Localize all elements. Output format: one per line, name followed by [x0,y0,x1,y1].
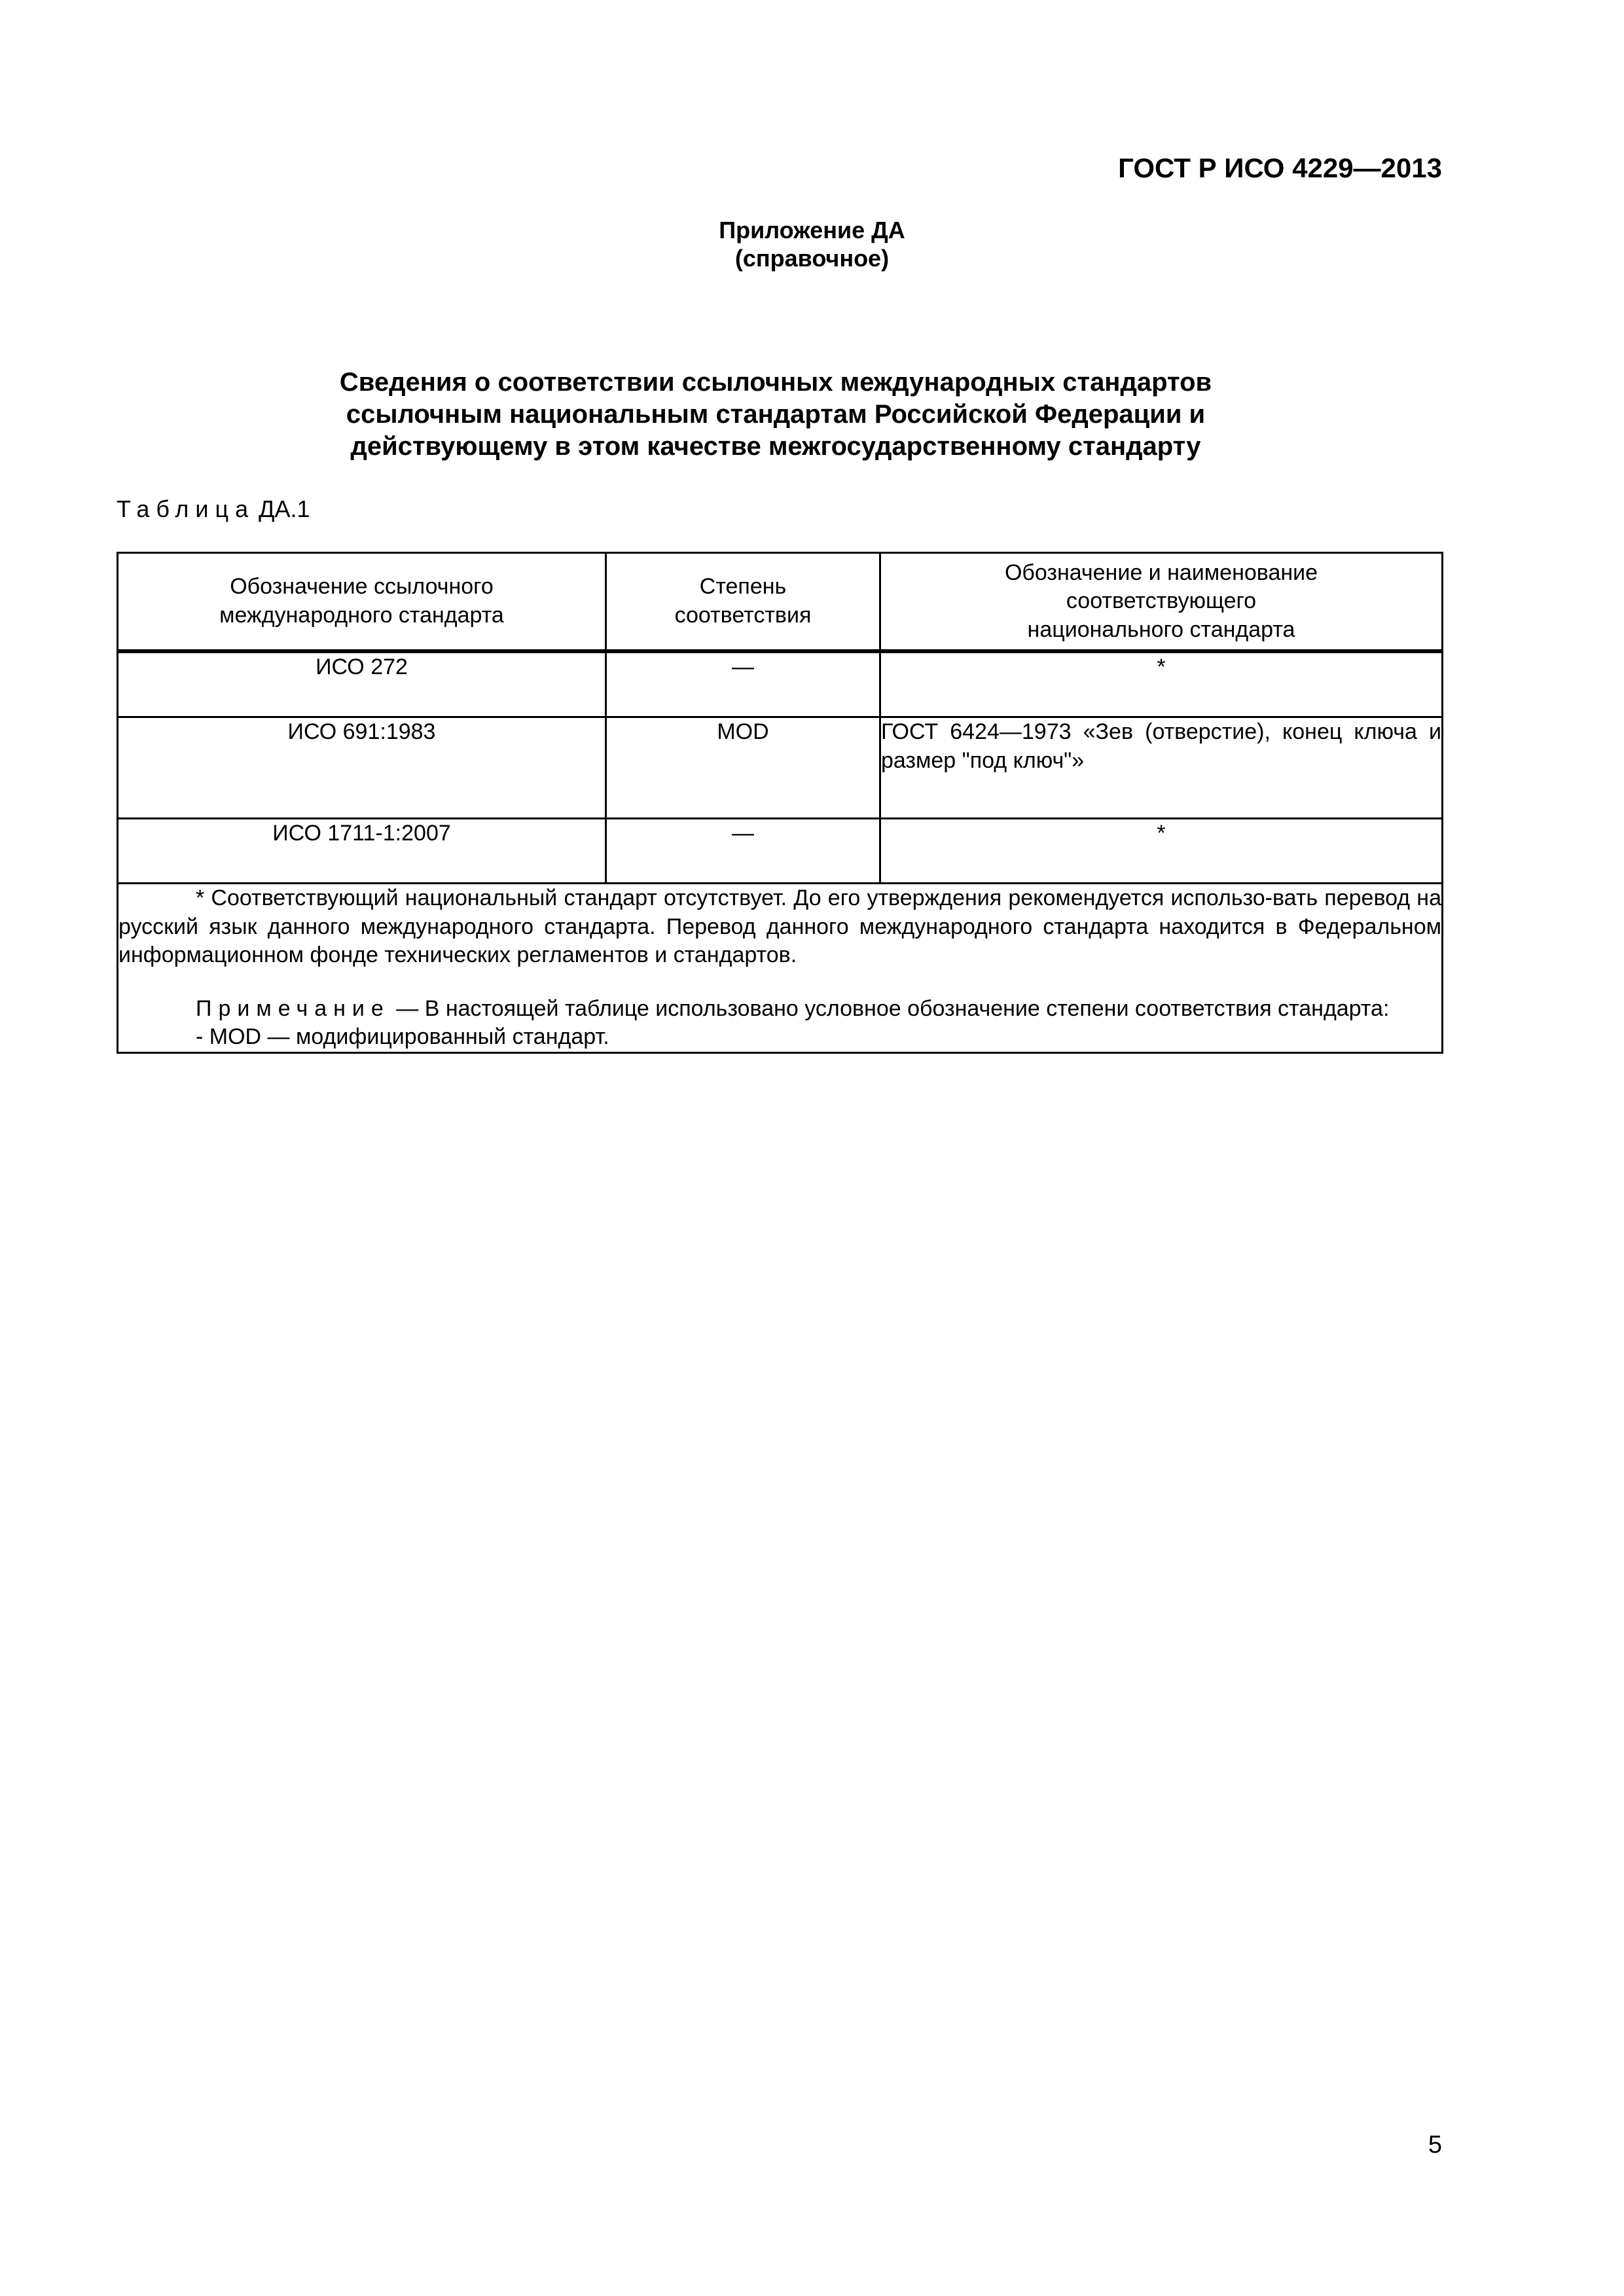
cell-national: * [880,819,1443,884]
section-title-line: ссылочным национальным стандартам Российской Федерации и [346,399,1206,429]
cell-national: * [880,651,1443,717]
cell-degree: — [606,651,880,717]
cell-national: ГОСТ 6424—1973 «Зев (отверстие), конец ключа и размер "под ключ"» [880,717,1443,819]
page-number: 5 [1428,2131,1442,2159]
table-footnote: * Соответствующий национальный стандарт отсутствует. До его утверждения рекомендуется использо-вать перевод на русский язык данного международного стандарта. Перевод данного международного стандарта находится в Федеральном информационном фонде технических регламентов и стандартов. [118,886,1441,968]
cell-ref: ИСО 1711-1:2007 [118,819,606,884]
cell-degree: — [606,819,880,884]
header-line: международного стандарта [219,603,504,628]
table-row [118,819,1443,884]
header-line: Степень [699,574,787,600]
section-title-line: действующему в этом качестве межгосударственному стандарту [350,431,1201,461]
header-line: национального стандарта [1027,617,1295,642]
header-degree [606,553,880,652]
note-item: - MOD — модифицированный стандарт. [196,1024,609,1050]
note-word: Примечание [196,996,390,1021]
note-text: — В настоящей таблице использовано условное обозначение степени соответствия стандарта: [389,996,1390,1021]
table-note [118,995,1441,1024]
cell-degree: MOD [606,717,880,819]
annex-heading [0,216,1624,272]
table-notes [118,884,1443,1053]
header-line: Обозначение и наименование [1004,560,1318,585]
table-label-number: ДА.1 [259,495,310,522]
table-row [118,651,1443,717]
annex-title: Приложение ДА [719,217,905,243]
section-title-line: Сведения о соответствии ссылочных международных стандартов [339,368,1212,397]
table-label-word: Таблица [117,495,255,522]
table-row [118,717,1443,819]
header-ref-standard [118,553,606,652]
header-national-standard [880,553,1443,652]
section-title [131,367,1420,462]
annex-kind: (справочное) [734,245,890,272]
correspondence-table [117,552,1443,1054]
table-label [117,495,310,523]
document-code: ГОСТ Р ИСО 4229—2013 [1118,152,1442,183]
cell-ref: ИСО 272 [118,651,606,717]
table-notes-row [118,884,1443,1053]
header-line: соответствующего [1066,588,1257,614]
table-header-row [118,553,1443,652]
header-line: Обозначение ссылочного [230,574,494,600]
header-line: соответствия [674,603,812,628]
cell-ref: ИСО 691:1983 [118,717,606,819]
